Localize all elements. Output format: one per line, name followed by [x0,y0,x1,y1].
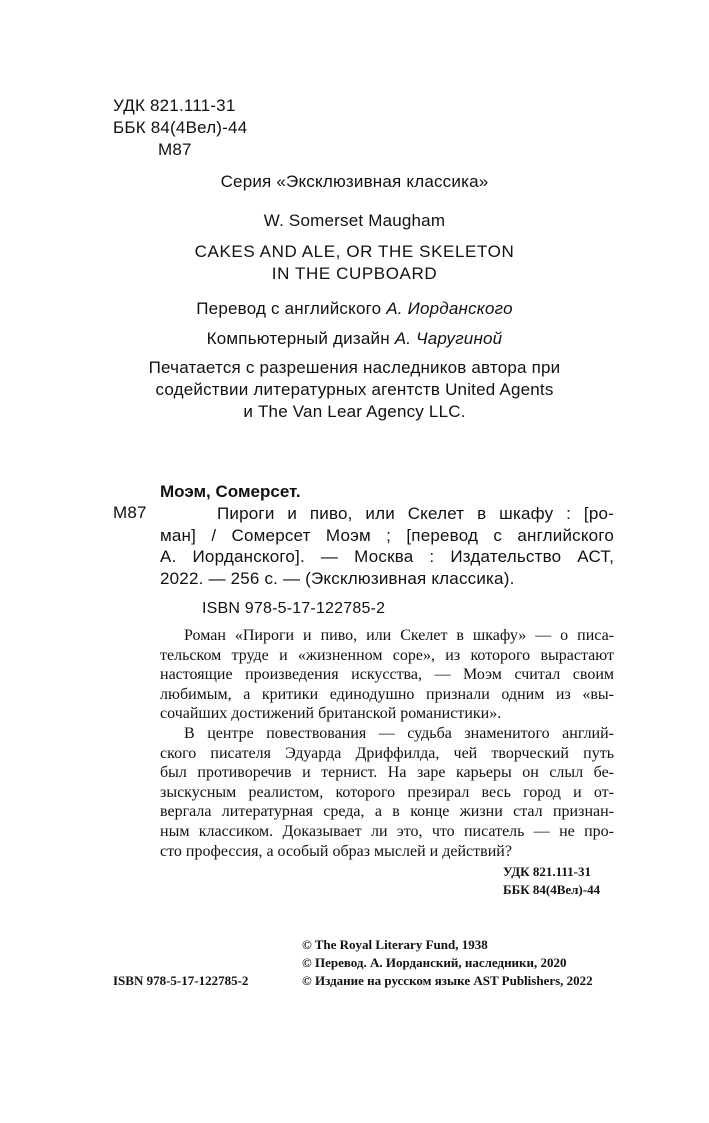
permission-line-2: содействии литературных агентств United Agents [155,380,554,399]
annotation-line: сочайших достижений британской романистики». [160,705,502,723]
catalog-description [160,503,614,589]
catalog-line: А. Иорданского]. — Москва : Издательство АСТ, [160,547,614,567]
bbk-code-bottom: ББК 84(4Вел)-44 [503,882,601,897]
annotation-line: любимым, а критики единодушно признали одним из «вы- [160,685,614,703]
annotation-line: ского писателя Эдуарда Дриффилда, чей творческий путь [160,744,614,762]
original-title-line1: CAKES AND ALE, OR THE SKELETON [194,242,515,261]
designer-name: А. Чаругиной [394,329,503,348]
author-mark-top: М87 [158,140,192,159]
permission-line-3: и The Van Lear Agency LLC. [243,402,466,421]
series-line: Серия «Эксклюзивная классика» [220,172,489,191]
annotation-line: вергала литературная среда, а в конце жизни стал признан- [160,803,614,821]
design-credit [0,329,709,349]
annotation-line: сто профессия, а особый образ мыслей и действий? [160,842,512,860]
original-title-line2: IN THE CUPBOARD [271,264,438,283]
copyright-line-2: © Перевод. А. Иорданский, наследники, 2020 [302,955,567,970]
annotation-line: В центре повествования — судьба знаменитого англий- [184,724,614,742]
annotation-line: настоящие произведения искусства, — Моэм считал своим [160,666,614,684]
catalog-line: Пироги и пиво, или Скелет в шкафу : [ро- [217,504,614,523]
isbn-bottom: ISBN 978-5-17-122785-2 [113,973,249,988]
annotation-line: зыскусным реалистом, которого презирал весь город и от- [160,783,614,801]
original-author: W. Somerset Maugham [263,211,446,230]
catalog-mark: М87 [113,503,147,522]
catalog-line: 2022. — 256 с. — (Эксклюзивная классика). [160,568,515,588]
design-prefix: Компьютерный дизайн [206,329,390,348]
copyright-line-1: © The Royal Literary Fund, 1938 [302,937,488,952]
annotation-line: ным классиком. Доказывает ли это, что писатель — не про- [160,822,614,840]
copyright-line-3: © Издание на русском языке AST Publishers, 2022 [302,973,593,988]
udk-code-top: УДК 821.111-31 [113,96,236,115]
udk-code-bottom: УДК 821.111-31 [503,864,591,879]
bbk-code-top: ББК 84(4Вел)-44 [113,118,248,137]
annotation [160,626,614,861]
annotation-line: был противоречив и тернист. На заре карьеры он слыл бе- [160,764,614,782]
translation-credit [0,299,709,319]
annotation-line: тельском труде и «жизненном соре», из которого вырастают [160,646,614,664]
catalog-heading: Моэм, Сомерсет. [160,482,301,501]
translator-name: А. Иорданского [386,299,513,318]
annotation-line: Роман «Пироги и пиво, или Скелет в шкафу» — о писа- [184,627,614,644]
permission-line-1: Печатается с разрешения наследников автора при [148,358,561,377]
translation-prefix: Перевод с английского [196,299,382,318]
catalog-line: ман] / Сомерсет Моэм ; [перевод с английского [160,525,614,545]
catalog-isbn: ISBN 978-5-17-122785-2 [202,600,386,617]
